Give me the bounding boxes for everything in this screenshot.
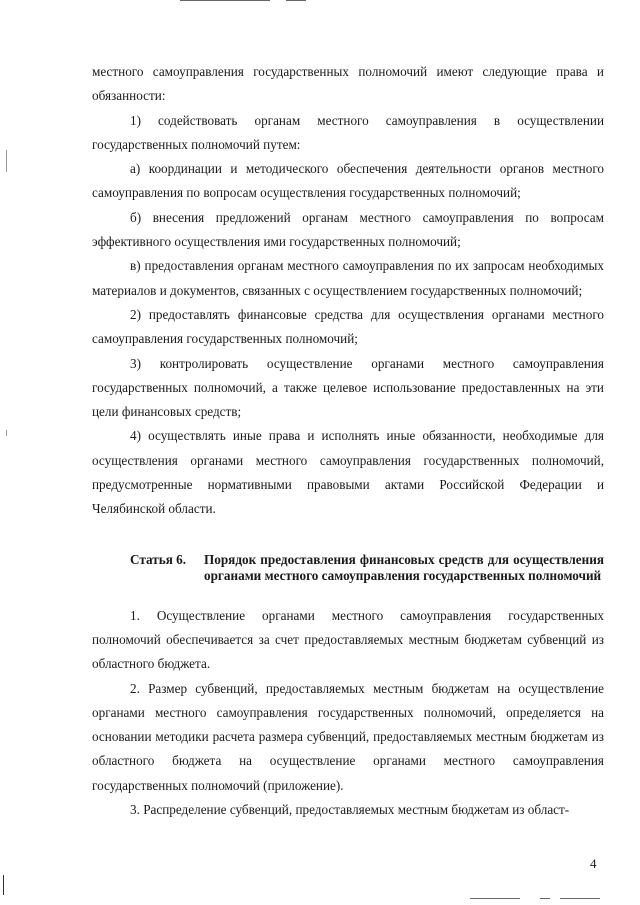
paragraph: в) предоставления органам местного самоуправления по их запросам необходимых материалов и документов, связанных с осуществлением государственных полномочий; — [92, 258, 604, 298]
scan-artifact — [6, 430, 7, 436]
article-label: Статья 6. — [130, 551, 187, 567]
article-title: Порядок предоставления финансовых средств для осуществления органами местного самоуправления государственных полномочий — [204, 551, 604, 583]
paragraph: 1. Осуществление органами местного самоуправления государственных полномочий обеспечивается за счет предоставляемых местным бюджетам субвенций из областного бюджета. — [92, 607, 604, 672]
article-heading — [92, 552, 604, 584]
page-number: 4 — [590, 856, 597, 871]
paragraphs-before — [92, 60, 604, 522]
document-page — [92, 60, 604, 822]
paragraph: а) координации и методического обеспечения деятельности органов местного самоуправления по вопросам осуществления государственных полномочий; — [92, 161, 604, 201]
scan-artifact — [470, 898, 520, 899]
paragraph: б) внесения предложений органам местного самоуправления по вопросам эффективного осуществления ими государственных полномочий; — [92, 209, 604, 250]
scan-artifact — [180, 0, 270, 1]
paragraph: 2) предоставлять финансовые средства для осуществления органами местного самоуправления государственных полномочий; — [92, 306, 604, 347]
scan-artifact — [3, 875, 4, 895]
paragraph: местного самоуправления государственных полномочий имеют следующие права и обязанности: — [92, 64, 604, 104]
scan-artifact — [560, 898, 600, 899]
scan-artifact — [540, 898, 550, 899]
scan-artifact — [6, 150, 7, 172]
paragraph: 2. Размер субвенций, предоставляемых местным бюджетам на осуществление органами местного самоуправления государственных полномочий, определяется на основании методики расчета размера субвенций, предоставляемых местным бюджетам из областного бюджета на осуществление органами местного самоуправления государственных полномочий (приложение). — [92, 680, 604, 793]
paragraphs-after — [92, 604, 604, 823]
paragraph: 3) контролировать осуществление органами местного самоуправления государственных полномочий, а также целевое использование предоставленных на эти цели финансовых средств; — [92, 355, 604, 420]
scan-artifact — [286, 0, 306, 1]
paragraph: 3. Распределение субвенций, предоставляемых местным бюджетам из област- — [130, 802, 570, 818]
paragraph: 1) содействовать органам местного самоуправления в осуществлении государственных полномочий путем: — [92, 112, 604, 152]
paragraph: 4) осуществлять иные права и исполнять иные обязанности, необходимые для осуществления органами местного самоуправления государственных полномочий, предусмотренные нормативными правовыми актами Российской Федерации и Челябинской области. — [92, 428, 604, 517]
